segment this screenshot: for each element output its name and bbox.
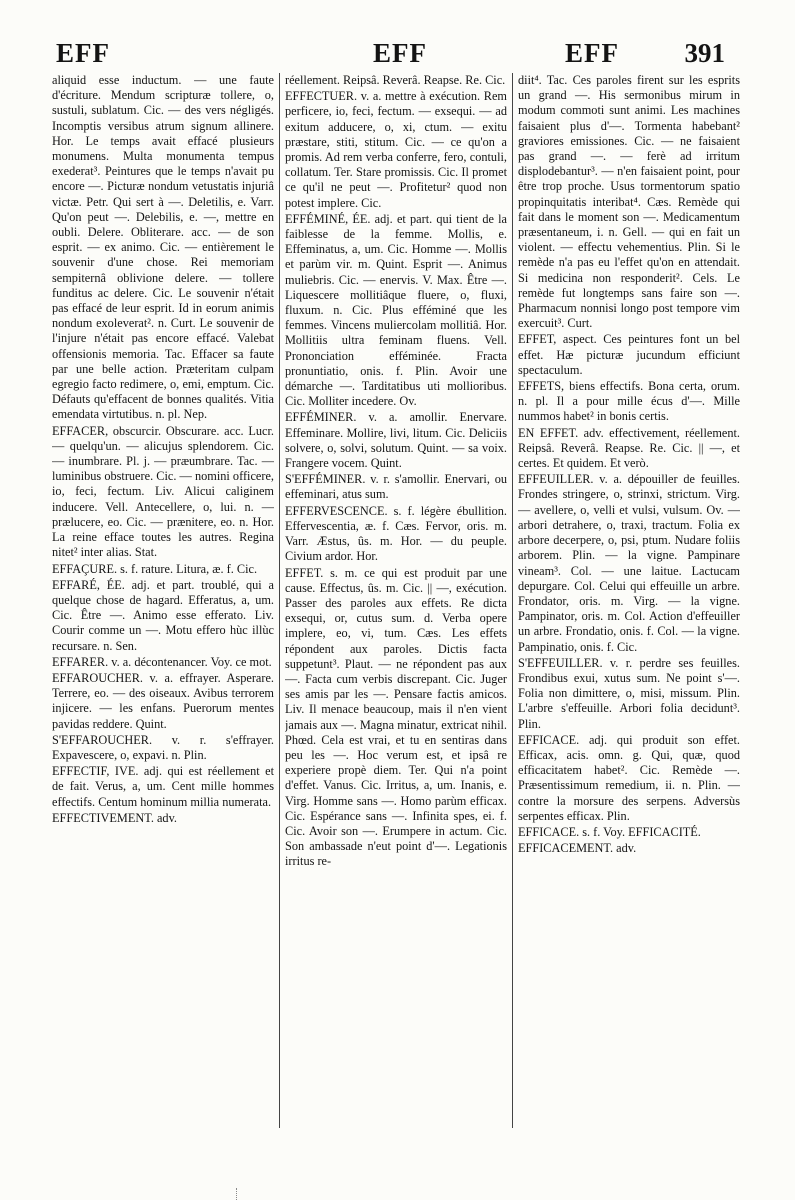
dictionary-entry: S'EFFÉMINER. v. r. s'amollir. Enervari, ou effeminari, atus sum. <box>285 472 507 502</box>
dictionary-entry: EFFARER. v. a. décontenancer. Voy. ce mot. <box>52 654 272 669</box>
dictionary-entry: EFFAROUCHER. v. a. effrayer. Asperare. Terrere, eo. — des oiseaux. Avibus terrorem injicere. — les enfans. Puerorum mentes pavidas reddere. Quint. <box>52 670 274 731</box>
dictionary-entry: S'EFFEUILLER. v. r. perdre ses feuilles. Frondibus exui, xutus sum. Ne point s'—. Folia non dimittere, o, misi, missum. Plin. L'arbre s'effeuille. Arbori folia decidunt³. Plin. <box>518 655 740 731</box>
left-running-headword: EFF <box>56 38 110 68</box>
dictionary-entry: EFFECTIF, IVE. adj. qui est réellement et de fait. Verus, a, um. Cent mille hommes effectifs. Centum hominum millia numerata. <box>52 764 274 809</box>
dictionary-entry: EFFAÇURE. s. f. rature. Litura, æ. f. Cic. <box>52 561 258 576</box>
dictionary-entry: EFFICACE. s. f. Voy. EFFICACITÉ. <box>518 824 701 839</box>
center-column <box>285 73 507 1128</box>
page-header <box>50 38 725 72</box>
page-number: 391 <box>684 38 725 68</box>
dictionary-entry: EFFEUILLER. v. a. dépouiller de feuilles. Frondes stringere, o, strinxi, strictum. Virg. — avellere, o, velli et vulsi, vulsum. Ov. — arbori detrahere, o, traxi, tractum. Folia ex arbore decerpere, o, psi, ptum. Nudare foliis arborem. Plin. — la vigne. Pampinare vineam³. Col. — une laitue. Lactucam depurgare. Col. Celui qui effeuille un arbre. Frondator, oris. m. Virg. — la vigne. Pampinator, oris. m. Col. Action d'effeuiller un arbre. Frondatio, onis. f. Col. — la vigne. Pampinatio, onis. f. Cic. <box>518 472 740 654</box>
dictionary-entry: EFFICACEMENT. adv. <box>518 841 637 856</box>
dictionary-entry: EFFACER, obscurcir. Obscurare. acc. Lucr. — quelqu'un. — alicujus splendorem. Cic. — inumbrare. Pl. j. — præumbrare. Tac. — luminibus obstruere. Cic. — nomini officere, io, feci, fectum. Liv. Alicui caliginem inducere. Vell. Antecellere, o, lui. n. — prælucere, eo. Cic. — prænitere, eo. n. Hor. La reine efface toutes les autres. Regina nitet² inter alias. Stat. <box>52 423 274 560</box>
left-column <box>52 73 274 1128</box>
center-running-headword: EFF <box>373 38 427 68</box>
right-column <box>518 73 740 1128</box>
dictionary-entry: EFFECTIVEMENT. adv. <box>52 810 178 825</box>
dictionary-entry: diit⁴. Tac. Ces paroles firent sur les esprits un grand —. His sermonibus mirum in modum commoti sunt animi. Les machines faisaient plus d'—. Tormenta habebant² graviores emissiones. Cic. — ne faisaient pas grand —. — ferè ad irritum displodebantur³. — n'en faisaient point, pour être trop proche. Usus tormentorum spatio propinquitatis interibat⁴. Cæs. Remède qui fait dans le moment son —. Medicamentum præsentaneum, i. n. Gell. — qui en fait un violent. — effectu vehementius. Plin. Si le remède n'a pas eu l'effet qu'on en attendait. Si medicina non responderit². Cels. Le remède fut longtemps sans faire son —. Pharmacum nonnisi longo post tempore vim exercuit³. Curt. <box>518 73 740 331</box>
dictionary-entry: EFFÉMINER. v. a. amollir. Enervare. Effeminare. Mollire, livi, litum. Cic. Deliciis solvere, o, solvi, solutum. Quint. — sa voix. Frangere vocem. Quint. <box>285 410 507 471</box>
dictionary-entry: EFFÉMINÉ, ÉE. adj. et part. qui tient de la faiblesse de la femme. Mollis, e. Effeminatus, a, um. Cic. Homme —. Mollis et parùm vir. m. Quint. Esprit —. Animus muliebris. Cic. — enervis. V. Max. Être —. Liquescere mollitiâque fluere, o, fluxi, fluxum. n. Cic. Plus efféminé que les femmes. Vincens muliercolam mollitiâ. Hor. Mollitiis ultra feminam fluens. Vell. Prononciation efféminée. Fracta pronuntiatio, onis. f. Plin. Avoir une démarche —. Tarditatibus uti mollioribus. Cic. Molliter incedere. Ov. <box>285 211 507 409</box>
dictionary-entry: réellement. Reipsâ. Reverâ. Reapse. Re. Cic. <box>285 73 506 87</box>
dictionary-entry: EFFICACE. adj. qui produit son effet. Efficax, acis. omn. g. Qui, quæ, quod efficacitatem habet². Cic. Remède —. Præsentissimum remedium, ii. n. Plin. — contre la morsure des serpens. Adversùs serpentes efficax. Plin. <box>518 732 740 823</box>
dictionary-entry: EFFECTUER. v. a. mettre à exécution. Rem perficere, io, feci, fectum. — exsequi. — ad exitum adducere, o, xi, ctum. — exitu præstare, stiti, stitum. Cic. — ce qu'on a promis. Ad rem verba conferre, fero, contuli, collatum. Ter. Stare promissis. Cic. Il promet ce qu'il ne peut —. Profitetur² quod non potest implere. Cic. <box>285 89 507 210</box>
dictionary-entry: EFFET, aspect. Ces peintures font un bel effet. Hæ picturæ jucundum efficiunt spectaculum. <box>518 332 740 377</box>
binding-mark <box>236 1188 245 1200</box>
dictionary-entry: EFFERVESCENCE. s. f. légère ébullition. Effervescentia, æ. f. Cæs. Fervor, oris. m. Varr. Æstus, ûs. m. Hor. — du peuple. Civium ardor. Hor. <box>285 503 507 564</box>
column-rule <box>279 73 280 1128</box>
dictionary-entry: EFFET. s. m. ce qui est produit par une cause. Effectus, ûs. m. Cic. || —, exécution. Passer des paroles aux effets. Re dicta exsequi, or, cutus sum. d. Verba opere implere, eo, vi, tum. Cæs. Les effets répondent aux paroles. Dictis facta suppetunt³. Plaut. — ne répondent pas aux —. Facta cum verbis discrepant. Cic. Juger ses amis par les —. Pensare factis amicos. Liv. Il menace beaucoup, mais il n'en vient jamais aux —. Magna minatur, extricat nihil. Phœd. Cela est vrai, et tu en sentiras dans peu les —. Hoc verum est, et ipsâ re experiere propè diem. Ter. Qui n'a point d'effet. Vanus. Cic. Irritus, a, um. Inanis, e. Virg. Homme sans —. Homo parùm efficax. Cic. Espérance sans —. Infinita spes, ei. f. Cic. Avoir son —. Erumpere in actum. Cic. Son ambassade n'eut point d'—. Legationis irritus re- <box>285 565 507 869</box>
dictionary-columns <box>52 73 740 1128</box>
column-rule <box>512 73 513 1128</box>
dictionary-entry: EN EFFET. adv. effectivement, réellement. Reipsâ. Reverâ. Reapse. Re. Cic. || —, et certes. Et quidem. Et verò. <box>518 425 740 471</box>
right-running-headword: EFF <box>565 38 619 68</box>
dictionary-entry: aliquid esse inductum. — une faute d'écriture. Mendum scripturæ tollere, o, sustuli, sublatum. Cic. — des vers négligés. Incomptis versibus atrum signum allinere. Hor. Le temps avait effacé plusieurs monumens. Multa monumenta tempus exederat³. Peintures que le temps n'avait pu encore —. Picturæ nondum vetustatis injuriâ victæ. Petr. Qui sert à —. Deletilis, e. Varr. Qu'on peut —. Delebilis, e. —, mettre en oubli. Delere. Obliterare. acc. — de son esprit. — ex animo. Cic. — entièrement le souvenir d'une chose. Rei memoriam sempiternâ oblivione delere. — tollere funditus ac delere. Cic. Le souvenir n'était pas effacé de leur esprit. Id in eorum animis nondum exoleverat². n. Curt. Le souvenir de l'injure n'était pas encore effacé. Valebat offensionis memoria. Tac. Effacer sa faute par une belle action. Præteritam culpam egregio facto redimere, o, emi, emptum. Cic. Défauts qu'effacent de bonnes qualités. Vitia emendata virtutibus. n. pl. Nep. <box>52 73 274 422</box>
dictionary-entry: EFFARÉ, ÉE. adj. et part. troublé, qui a quelque chose de hagard. Efferatus, a, um. Cic. Être —. Animo esse efferato. Liv. Courir comme un —. Motu effero hùc illùc recursare. n. Sen. <box>52 577 274 653</box>
dictionary-entry: S'EFFAROUCHER. v. r. s'effrayer. Expavescere, o, expavi. n. Plin. <box>52 732 274 762</box>
dictionary-entry: EFFETS, biens effectifs. Bona certa, orum. n. pl. Il a pour mille écus d'—. Mille nummos habet² in bonis certis. <box>518 379 740 424</box>
